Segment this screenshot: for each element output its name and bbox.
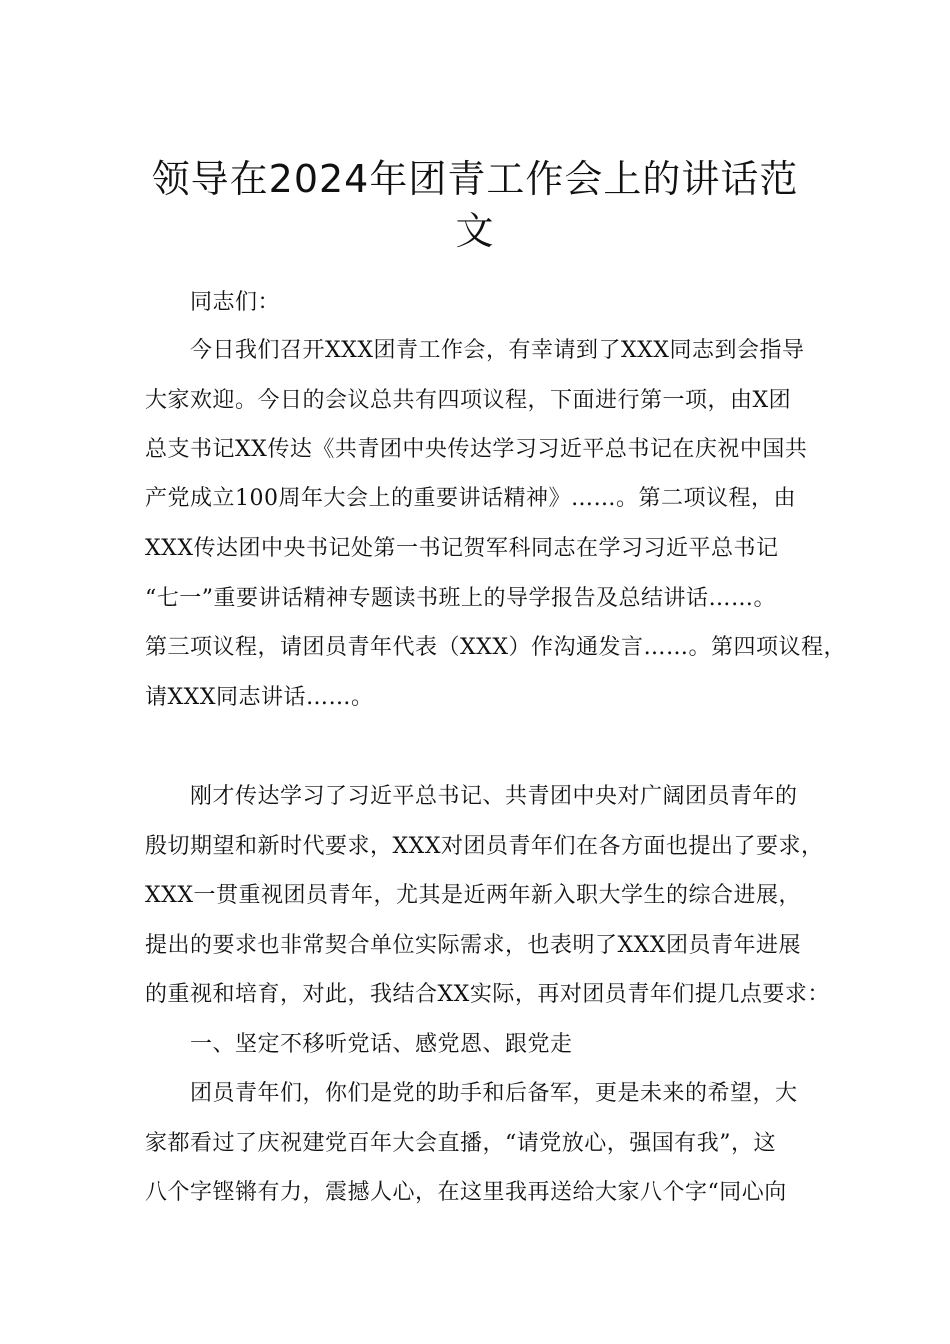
body-line: 请XXX同志讲话……。: [145, 685, 374, 710]
body-line: 大家欢迎。今日的会议总共有四项议程，下面进行第一项，由X团: [145, 388, 792, 413]
salutation: 同志们：: [190, 290, 281, 315]
body-line: 第三项议程，请团员青年代表（XXX）作沟通发言……。第四项议程，: [145, 635, 846, 660]
section-heading: 一、坚定不移听党话、感党恩、跟党走: [190, 1032, 573, 1057]
body-line: XXX一贯重视团员青年，尤其是近两年新入职大学生的综合进展，: [145, 883, 801, 908]
body-line: 产党成立100周年大会上的重要讲话精神》……。第二项议程，由: [145, 486, 796, 511]
body-line: 的重视和培育，对此，我结合XX实际，再对团员青年们提几点要求：: [145, 982, 830, 1007]
body-line: 刚才传达学习了习近平总书记、共青团中央对广阔团员青年的: [190, 784, 798, 809]
document-title: [145, 153, 805, 257]
title-line-2: 文: [455, 209, 495, 254]
title-line-1: 领导在2024年团青工作会上的讲话范: [151, 157, 799, 202]
body-line: 家都看过了庆祝建党百年大会直播，“请党放心，强国有我”，这: [145, 1131, 776, 1156]
body-line: 殷切期望和新时代要求，XXX对团员青年们在各方面也提出了要求，: [145, 834, 824, 859]
body-line: 提出的要求也非常契合单位实际需求，也表明了XXX团员青年进展: [145, 933, 801, 958]
body-line: “七一”重要讲话精神专题读书班上的导学报告及总结讲话……。: [145, 586, 776, 611]
body-line: 今日我们召开XXX团青工作会，有幸请到了XXX同志到会指导: [190, 338, 805, 363]
body-line: 总支书记XX传达《共青团中央传达学习习近平总书记在庆祝中国共: [145, 437, 808, 462]
body-line: 八个字铿锵有力，震撼人心，在这里我再送给大家八个字“同心向: [145, 1180, 787, 1205]
body-line: 团员青年们，你们是党的助手和后备军，更是未来的希望，大: [190, 1081, 798, 1106]
body-line: XXX传达团中央书记处第一书记贺军科同志在学习习近平总书记: [145, 536, 779, 561]
